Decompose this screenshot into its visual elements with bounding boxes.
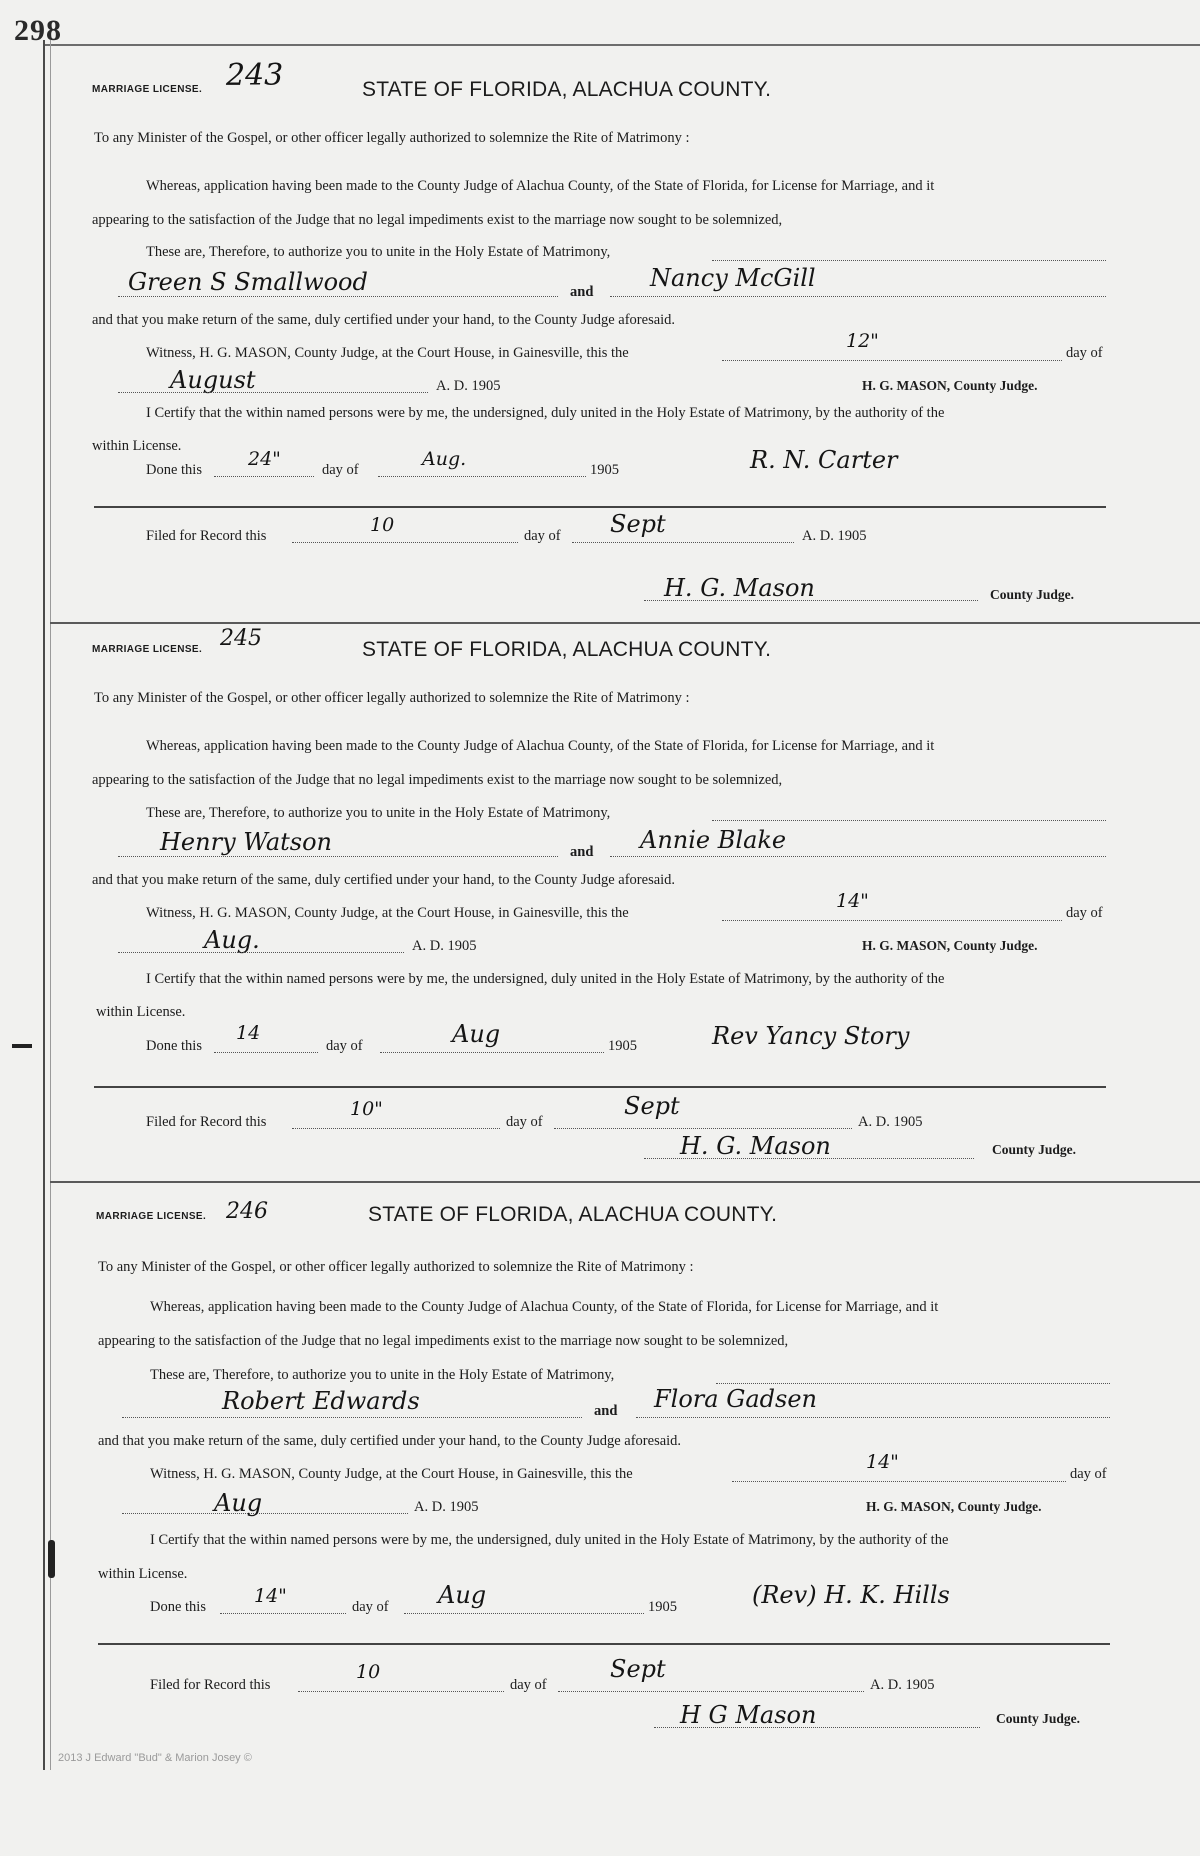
- groom-name: Robert Edwards: [222, 1387, 420, 1415]
- day-of-text: day of: [326, 1038, 363, 1054]
- dotted-line: [118, 296, 558, 297]
- dotted-line: [292, 542, 518, 543]
- filed-day: 10": [350, 1098, 383, 1120]
- whereas-text-2: appearing to the satisfaction of the Judge that no legal impediments exist to the marriage now sought to be solemnized,: [98, 1333, 789, 1349]
- filed-ad-text: A. D. 1905: [858, 1114, 923, 1130]
- license-number: 245: [220, 626, 262, 651]
- done-month: Aug: [452, 1020, 501, 1048]
- these-are-text: These are, Therefore, to authorize you to unite in the Holy Estate of Matrimony,: [146, 805, 611, 821]
- dotted-line: [378, 476, 586, 477]
- county-judge-text: County Judge.: [996, 1711, 1081, 1726]
- dotted-line: [380, 1052, 604, 1053]
- judge-printed-name: H. G. MASON, County Judge.: [862, 378, 1038, 393]
- done-month: Aug: [438, 1581, 487, 1609]
- and-text: and: [570, 844, 594, 860]
- filed-month: Sept: [610, 510, 666, 538]
- dotted-line: [636, 1417, 1110, 1418]
- dotted-line: [712, 820, 1106, 821]
- certify-text-1: I Certify that the within named persons were by me, the undersigned, duly united in the Holy Estate of Matrimony, by the authority of the: [150, 1532, 949, 1548]
- filed-ad-text: A. D. 1905: [802, 528, 867, 544]
- officiant-signature: Rev Yancy Story: [712, 1022, 910, 1050]
- witness-day: 12": [846, 330, 879, 352]
- ad-year-text: A. D. 1905: [412, 938, 477, 954]
- certify-text-1: I Certify that the within named persons were by me, the undersigned, duly united in the Holy Estate of Matrimony, by the authority of the: [146, 971, 945, 987]
- witness-text: Witness, H. G. MASON, County Judge, at the Court House, in Gainesville, this the: [150, 1466, 633, 1482]
- dotted-line: [118, 856, 558, 857]
- day-of-text: day of: [1066, 905, 1103, 921]
- marriage-license-2: [0, 622, 1200, 1182]
- top-rule: [43, 44, 1200, 46]
- done-year: 1905: [608, 1038, 637, 1054]
- dotted-line: [722, 360, 1062, 361]
- and-text: and: [570, 284, 594, 300]
- dotted-line: [716, 1383, 1110, 1384]
- dotted-line: [122, 1417, 582, 1418]
- witness-month: Aug.: [204, 926, 260, 954]
- dotted-line: [292, 1128, 500, 1129]
- filed-text: Filed for Record this: [146, 528, 267, 544]
- filed-text: Filed for Record this: [150, 1677, 271, 1693]
- day-of-text: day of: [524, 528, 561, 544]
- license-number: 246: [226, 1199, 268, 1224]
- dotted-line: [298, 1691, 504, 1692]
- license-label: MARRIAGE LICENSE.: [92, 644, 203, 655]
- certify-text-2: within License.: [96, 1004, 186, 1020]
- to-minister-text: To any Minister of the Gospel, or other officer legally authorized to solemnize the Rite of Matrimony :: [94, 690, 690, 706]
- whereas-text-2: appearing to the satisfaction of the Judge that no legal impediments exist to the marriage now sought to be solemnized,: [92, 212, 783, 228]
- dotted-line: [214, 1052, 318, 1053]
- bride-name: Flora Gadsen: [654, 1385, 818, 1413]
- dotted-line: [654, 1727, 980, 1728]
- dotted-line: [404, 1613, 644, 1614]
- day-of-text: day of: [506, 1114, 543, 1130]
- dotted-line: [122, 1513, 408, 1514]
- bride-name: Annie Blake: [640, 826, 787, 854]
- certify-text-1: I Certify that the within named persons were by me, the undersigned, duly united in the Holy Estate of Matrimony, by the authority of the: [146, 405, 945, 421]
- whereas-text-1: Whereas, application having been made to the County Judge of Alachua County, of the State of Florida, for License for Marriage, and it: [146, 738, 935, 754]
- witness-month: August: [170, 366, 256, 394]
- dotted-line: [572, 542, 794, 543]
- state-heading: STATE OF FLORIDA, ALACHUA COUNTY.: [362, 78, 772, 101]
- filed-day: 10: [356, 1661, 381, 1683]
- to-minister-text: To any Minister of the Gospel, or other officer legally authorized to solemnize the Rite of Matrimony :: [98, 1259, 694, 1275]
- dotted-line: [220, 1613, 346, 1614]
- filed-month: Sept: [610, 1655, 666, 1683]
- done-month: Aug.: [422, 448, 467, 470]
- certify-text-2: within License.: [92, 438, 182, 454]
- day-of-text: day of: [352, 1599, 389, 1615]
- witness-text: Witness, H. G. MASON, County Judge, at the Court House, in Gainesville, this the: [146, 345, 629, 361]
- these-are-text: These are, Therefore, to authorize you to unite in the Holy Estate of Matrimony,: [146, 244, 611, 260]
- to-minister-text: To any Minister of the Gospel, or other officer legally authorized to solemnize the Rite of Matrimony :: [94, 130, 690, 146]
- groom-name: Henry Watson: [160, 828, 333, 856]
- done-year: 1905: [590, 462, 619, 478]
- county-judge-text: County Judge.: [992, 1142, 1077, 1157]
- marriage-license-1: [0, 58, 1200, 622]
- filed-text: Filed for Record this: [146, 1114, 267, 1130]
- return-text: and that you make return of the same, duly certified under your hand, to the County Judge aforesaid.: [92, 872, 676, 888]
- filed-day: 10: [370, 514, 395, 536]
- copyright-footer: 2013 J Edward "Bud" & Marion Josey ©: [58, 1752, 252, 1764]
- section-rule: [98, 1643, 1110, 1645]
- section-rule: [94, 506, 1106, 508]
- done-day: 24": [248, 448, 281, 470]
- done-year: 1905: [648, 1599, 677, 1615]
- whereas-text-2: appearing to the satisfaction of the Judge that no legal impediments exist to the marriage now sought to be solemnized,: [92, 772, 783, 788]
- judge-signature: H G Mason: [680, 1701, 817, 1729]
- day-of-text: day of: [1066, 345, 1103, 361]
- witness-month: Aug: [214, 1489, 263, 1517]
- dotted-line: [644, 600, 978, 601]
- done-this-text: Done this: [150, 1599, 206, 1615]
- dotted-line: [558, 1691, 864, 1692]
- dotted-line: [214, 476, 314, 477]
- state-heading: STATE OF FLORIDA, ALACHUA COUNTY.: [368, 1203, 778, 1226]
- dotted-line: [722, 920, 1062, 921]
- day-of-text: day of: [1070, 1466, 1107, 1482]
- judge-signature: H. G. Mason: [680, 1132, 831, 1160]
- license-number: 243: [226, 58, 284, 93]
- dotted-line: [732, 1481, 1066, 1482]
- done-day: 14": [254, 1585, 287, 1607]
- filed-month: Sept: [624, 1092, 680, 1120]
- dotted-line: [554, 1128, 852, 1129]
- day-of-text: day of: [510, 1677, 547, 1693]
- judge-signature: H. G. Mason: [664, 574, 815, 602]
- county-judge-text: County Judge.: [990, 587, 1075, 602]
- dotted-line: [610, 296, 1106, 297]
- return-text: and that you make return of the same, duly certified under your hand, to the County Judge aforesaid.: [92, 312, 676, 328]
- license-label: MARRIAGE LICENSE.: [96, 1211, 207, 1222]
- ad-year-text: A. D. 1905: [436, 378, 501, 394]
- whereas-text-1: Whereas, application having been made to the County Judge of Alachua County, of the State of Florida, for License for Marriage, and it: [150, 1299, 939, 1315]
- section-rule: [94, 1086, 1106, 1088]
- witness-text: Witness, H. G. MASON, County Judge, at the Court House, in Gainesville, this the: [146, 905, 629, 921]
- ad-year-text: A. D. 1905: [414, 1499, 479, 1515]
- page-number: 298: [14, 14, 62, 47]
- state-heading: STATE OF FLORIDA, ALACHUA COUNTY.: [362, 638, 772, 661]
- officiant-signature: (Rev) H. K. Hills: [752, 1581, 950, 1609]
- groom-name: Green S Smallwood: [128, 268, 368, 296]
- day-of-text: day of: [322, 462, 359, 478]
- judge-printed-name: H. G. MASON, County Judge.: [866, 1499, 1042, 1514]
- whereas-text-1: Whereas, application having been made to the County Judge of Alachua County, of the State of Florida, for License for Marriage, and it: [146, 178, 935, 194]
- officiant-signature: R. N. Carter: [750, 446, 898, 474]
- witness-day: 14": [836, 890, 869, 912]
- judge-printed-name: H. G. MASON, County Judge.: [862, 938, 1038, 953]
- certify-text-2: within License.: [98, 1566, 188, 1582]
- license-label: MARRIAGE LICENSE.: [92, 84, 203, 95]
- marriage-license-3: [0, 1181, 1200, 1741]
- done-this-text: Done this: [146, 462, 202, 478]
- dotted-line: [610, 856, 1106, 857]
- and-text: and: [594, 1403, 618, 1419]
- these-are-text: These are, Therefore, to authorize you to unite in the Holy Estate of Matrimony,: [150, 1367, 615, 1383]
- return-text: and that you make return of the same, duly certified under your hand, to the County Judge aforesaid.: [98, 1433, 682, 1449]
- done-this-text: Done this: [146, 1038, 202, 1054]
- dotted-line: [118, 952, 404, 953]
- done-day: 14: [236, 1022, 261, 1044]
- dotted-line: [644, 1158, 974, 1159]
- witness-day: 14": [866, 1451, 899, 1473]
- dotted-line: [118, 392, 428, 393]
- bride-name: Nancy McGill: [650, 264, 816, 292]
- filed-ad-text: A. D. 1905: [870, 1677, 935, 1693]
- dotted-line: [712, 260, 1106, 261]
